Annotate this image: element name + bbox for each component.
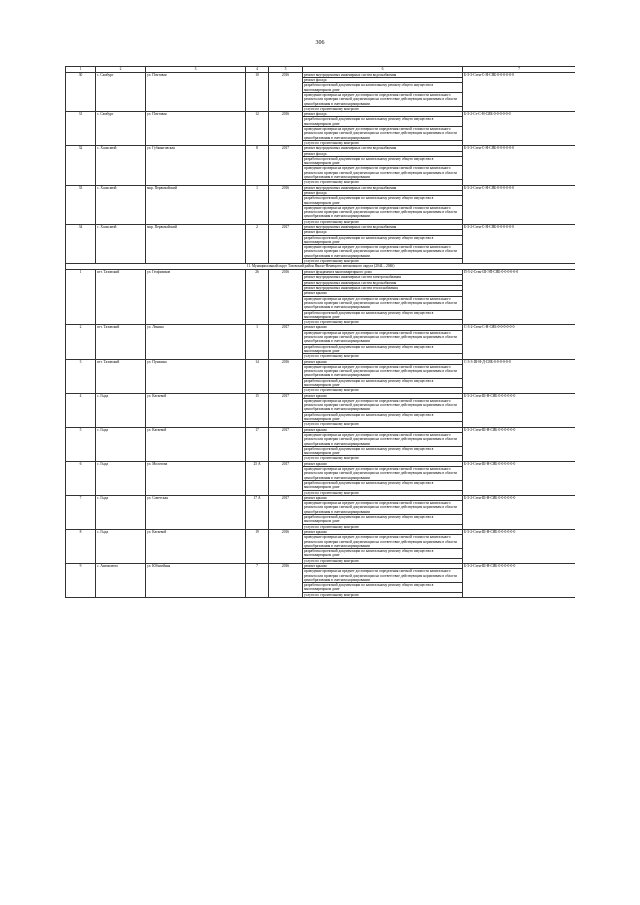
row-code: С-3-3-Ш-Н-Д-СЯБ-0-0-0-0-0-0 [463, 359, 576, 393]
row-street: ул. Геофизиков [146, 270, 246, 325]
row-work-item: услуги по строительному контролю [303, 592, 463, 597]
row-work-item: разработка проектной документации по капитальному ремонту общего имущества в многоквартирном доме [303, 378, 463, 388]
row-locality: с. Антипаюта [96, 563, 146, 597]
row-code: Б-3-2-Стен-Ш-Н-СЯБ-0-0-0-0-0-0 [463, 427, 576, 461]
row-work-item: ремонт крыши [303, 291, 463, 296]
row-year: 2016 [269, 112, 303, 146]
repair-program-table-container [65, 66, 575, 821]
row-work-item: проведение проверки на предмет достоверности определения сметной стоимости капитального ремонта или проверки сметной документации на соответствие действующим нормативам в области ценообразования в сметном нормировании [303, 296, 463, 310]
row-number: 4 [66, 393, 96, 427]
table-row [66, 359, 576, 364]
row-work-item: услуги по строительному контролю [303, 320, 463, 325]
row-work-item: проведение проверки на предмет достоверности определения сметной стоимости капитального ремонта или проверки сметной документации на соответствие действующим нормативам в области ценообразования в сметном нормировании [303, 205, 463, 219]
row-code: Б-3-3-Стен-С-Н-СЯБ-0-0-0-0-0-0 [463, 72, 576, 111]
row-work-item: разработка проектной документации по капитальному ремонту общего имущества в многоквартирном доме [303, 196, 463, 206]
table-row [66, 495, 576, 500]
row-work-item: ремонт крыши [303, 461, 463, 466]
row-work-item: ремонт фасада [303, 190, 463, 195]
col-num-2: 2 [96, 67, 146, 73]
row-house: 12 [246, 112, 269, 146]
row-number: 30 [66, 72, 96, 111]
col-num-5: 5 [269, 67, 303, 73]
row-number: 6 [66, 461, 96, 495]
table-row [66, 427, 576, 432]
row-house: 17 [246, 427, 269, 461]
row-work-item: разработка проектной документации по капитальному ремонту общего имущества в многоквартирном доме [303, 117, 463, 127]
col-num-4: 4 [246, 67, 269, 73]
row-year: 2017 [269, 495, 303, 529]
row-street: ул. Юбилейная [146, 563, 246, 597]
col-num-1: 1 [66, 67, 96, 73]
row-code: Б-3-2-Стен-Ш-Н-СЯБ-0-0-0-0-0-0 [463, 393, 576, 427]
row-work-item: услуги по строительному контролю [303, 180, 463, 185]
row-house: 7 [246, 563, 269, 597]
row-work-item: услуги по строительному контролю [303, 219, 463, 224]
row-code: Б-3-3-Стен-С-Н-СЯБ-0-0-0-0-0-0 [463, 146, 576, 185]
row-work-item: услуги по строительному контролю [303, 106, 463, 111]
row-street: ул. Пушкина [146, 359, 246, 393]
row-work-item: разработка проектной документации по капитальному ремонту общего имущества в многоквартирном доме [303, 446, 463, 456]
row-code: Б-3-2-Стен-С-Н-СЯБ-0-0-0-0-0-0 [463, 185, 576, 224]
row-house: 19 [246, 529, 269, 563]
row-house: 1 [246, 185, 269, 224]
row-number: 8 [66, 529, 96, 563]
table-row [66, 461, 576, 466]
row-work-item: проведение проверки на предмет достоверности определения сметной стоимости капитального ремонта или проверки сметной документации на соответствие действующим нормативам в области ценообразования в сметном нормировании [303, 166, 463, 180]
row-year: 2017 [269, 427, 303, 461]
row-year: 2016 [269, 529, 303, 563]
row-street: ул. Почтовая [146, 112, 246, 146]
row-work-item: ремонт крыши [303, 427, 463, 432]
row-work-item: ремонт крыши [303, 495, 463, 500]
row-work-item: проведение проверки на предмет достоверности определения сметной стоимости капитального ремонта или проверки сметной документации на соответствие действующим нормативам в области ценообразования в сметном нормировании [303, 330, 463, 344]
table-row [66, 270, 576, 275]
row-year: 2016 [269, 185, 303, 224]
row-locality: с. Гыда [96, 529, 146, 563]
row-work-item: ремонт крыши [303, 529, 463, 534]
row-locality: с. Халясавэй [96, 225, 146, 264]
row-year: 2017 [269, 461, 303, 495]
row-work-item: ремонт фундамента многоквартирного дома [303, 270, 463, 275]
row-street: ул. Катаевой [146, 393, 246, 427]
row-work-item: ремонт внутридомовых инженерных систем водоснабжения [303, 225, 463, 230]
row-house: 17 А [246, 495, 269, 529]
row-number: 33 [66, 185, 96, 224]
row-number: 3 [66, 359, 96, 393]
row-street: ул. Молотова [146, 461, 246, 495]
row-work-item: ремонт фасада [303, 151, 463, 156]
row-house: 26 [246, 270, 269, 325]
row-work-item: услуги по строительному контролю [303, 456, 463, 461]
row-work-item: услуги по строительному контролю [303, 140, 463, 145]
row-work-item: ремонт фасада [303, 78, 463, 83]
row-work-item: проведение проверки на предмет достоверности определения сметной стоимости капитального ремонта или проверки сметной документации на соответствие действующим нормативам в области ценообразования в сметном нормировании [303, 467, 463, 481]
row-work-item: ремонт внутридомовых инженерных систем водоснабжения [303, 146, 463, 151]
row-house: 2 [246, 225, 269, 264]
row-work-item: разработка проектной документации по капитальному ремонту общего имущества в многоквартирном доме [303, 549, 463, 559]
row-year: 2017 [269, 225, 303, 264]
row-street: мкр. Первомайский [146, 185, 246, 224]
row-year: 2017 [269, 325, 303, 359]
row-year: 2016 [269, 359, 303, 393]
row-code: С-3-2-Стен-С-Н-СЯБ-0-0-0-0-0-0 [463, 325, 576, 359]
row-street: мкр. Первомайский [146, 225, 246, 264]
row-locality: с. Халясавэй [96, 146, 146, 185]
row-number: 1 [66, 270, 96, 325]
row-street: ул. Губкинговская [146, 146, 246, 185]
row-house: 25 А [246, 461, 269, 495]
page-number: 306 [315, 40, 325, 46]
row-code: П-3-2-Стен-Ш-ЭП-СЯБ-0-0-0-0-0-0 [463, 270, 576, 325]
row-code: Б-3-2-Стен-Ш-Н-СЯБ-0-0-0-0-0-0 [463, 529, 576, 563]
row-code: Б-3-2-Ст-С-Н-СЯБ-0-0-0-0-0-0 [463, 112, 576, 146]
row-work-item: ремонт внутридомовых инженерных систем водоснабжения [303, 280, 463, 285]
row-number: 32 [66, 146, 96, 185]
table-row [66, 325, 576, 330]
row-number: 9 [66, 563, 96, 597]
row-work-item: разработка проектной документации по капитальному ремонту общего имущества в многоквартирном доме [303, 344, 463, 354]
row-number: 5 [66, 427, 96, 461]
row-work-item: проведение проверки на предмет достоверности определения сметной стоимости капитального ремонта или проверки сметной документации на соответствие действующим нормативам в области ценообразования в сметном нормировании [303, 127, 463, 141]
row-work-item: услуги по строительному контролю [303, 259, 463, 264]
row-year: 2016 [269, 72, 303, 111]
row-street: ул. Почтовая [146, 72, 246, 111]
table-row [66, 393, 576, 398]
row-work-item: услуги по строительному контролю [303, 388, 463, 393]
row-work-item: ремонт фасада [303, 230, 463, 235]
row-work-item: услуги по строительному контролю [303, 490, 463, 495]
row-locality: с. Самбург [96, 72, 146, 111]
row-work-item: услуги по строительному контролю [303, 524, 463, 529]
row-work-item: разработка проектной документации по капитальному ремонту общего имущества в многоквартирном доме [303, 310, 463, 320]
row-house: 1 [246, 325, 269, 359]
row-locality: с. Гыда [96, 427, 146, 461]
row-work-item: ремонт внутридомовых инженерных систем водоснабжения [303, 185, 463, 190]
row-house: 10 [246, 72, 269, 111]
row-work-item: ремонт крыши [303, 325, 463, 330]
row-number: 7 [66, 495, 96, 529]
row-street: ул. Катаевой [146, 529, 246, 563]
table-row [66, 563, 576, 568]
row-work-item: ремонт крыши [303, 393, 463, 398]
row-work-item: ремонт крыши [303, 563, 463, 568]
row-street: ул. Ленина [146, 325, 246, 359]
row-locality: пгт. Тазовский [96, 359, 146, 393]
row-work-item: ремонт фасада [303, 112, 463, 117]
section-title: 11. Муниципальный округ Тазовский район Ямало-Ненецкого автономного округа (2044 – 2046) [66, 264, 576, 270]
row-number: 2 [66, 325, 96, 359]
row-locality: с. Самбург [96, 112, 146, 146]
row-code: Б-3-2-Стен-Ш-Н-СЯБ-0-0-0-0-0-0 [463, 461, 576, 495]
row-work-item: разработка проектной документации по капитальному ремонту общего имущества в многоквартирном доме [303, 412, 463, 422]
row-work-item: ремонт внутридомовых инженерных систем водоснабжения [303, 72, 463, 77]
row-work-item: разработка проектной документации по капитальному ремонту общего имущества в многоквартирном доме [303, 583, 463, 593]
row-locality: с. Гыда [96, 393, 146, 427]
row-work-item: проведение проверки на предмет достоверности определения сметной стоимости капитального ремонта или проверки сметной документации на соответствие действующим нормативам в области ценообразования в сметном нормировании [303, 398, 463, 412]
row-year: 2017 [269, 146, 303, 185]
repair-program-table [65, 66, 575, 598]
row-work-item: проведение проверки на предмет достоверности определения сметной стоимости капитального ремонта или проверки сметной документации на соответствие действующим нормативам в области ценообразования в сметном нормировании [303, 501, 463, 515]
row-locality: с. Халясавэй [96, 185, 146, 224]
row-work-item: услуги по строительному контролю [303, 354, 463, 359]
table-row [66, 112, 576, 117]
row-work-item: проведение проверки на предмет достоверности определения сметной стоимости капитального ремонта или проверки сметной документации на соответствие действующим нормативам в области ценообразования в сметном нормировании [303, 535, 463, 549]
row-work-item: ремонт крыши [303, 359, 463, 364]
row-work-item: услуги по строительному контролю [303, 558, 463, 563]
table-row [66, 529, 576, 534]
row-house: 15 [246, 393, 269, 427]
row-work-item: проведение проверки на предмет достоверности определения сметной стоимости капитального ремонта или проверки сметной документации на соответствие действующим нормативам в области ценообразования в сметном нормировании [303, 569, 463, 583]
row-work-item: разработка проектной документации по капитальному ремонту общего имущества в многоквартирном доме [303, 480, 463, 490]
row-house: 14 [246, 359, 269, 393]
row-locality: пгт. Тазовский [96, 270, 146, 325]
col-num-7: 7 [463, 67, 576, 73]
table-row [66, 185, 576, 190]
table-row [66, 72, 576, 77]
row-code: Б-3-2-Стен-Ш-Н-СЯБ-0-0-0-0-0-0 [463, 563, 576, 597]
row-street: ул. Катаевой [146, 427, 246, 461]
row-locality: с. Гыда [96, 461, 146, 495]
col-num-6: 6 [303, 67, 463, 73]
table-row [66, 225, 576, 230]
row-street: ул. Советская [146, 495, 246, 529]
row-house: 8 [246, 146, 269, 185]
row-code: Б-3-2-Стен-Ш-Н-СЯБ-0-0-0-0-0-0 [463, 495, 576, 529]
row-work-item: проведение проверки на предмет достоверности определения сметной стоимости капитального ремонта или проверки сметной документации на соответствие действующим нормативам в области ценообразования в сметном нормировании [303, 245, 463, 259]
row-work-item: проведение проверки на предмет достоверности определения сметной стоимости капитального ремонта или проверки сметной документации на соответствие действующим нормативам в области ценообразования в сметном нормировании [303, 364, 463, 378]
row-work-item: разработка проектной документации по капитальному ремонту общего имущества в многоквартирном доме [303, 156, 463, 166]
row-year: 2016 [269, 270, 303, 325]
col-num-3: 3 [146, 67, 246, 73]
row-work-item: разработка проектной документации по капитальному ремонту общего имущества в многоквартирном доме [303, 515, 463, 525]
row-work-item: проведение проверки на предмет достоверности определения сметной стоимости капитального ремонта или проверки сметной документации на соответствие действующим нормативам в области ценообразования в сметном нормировании [303, 92, 463, 106]
row-locality: с. Гыда [96, 495, 146, 529]
row-work-item: проведение проверки на предмет достоверности определения сметной стоимости капитального ремонта или проверки сметной документации на соответствие действующим нормативам в области ценообразования в сметном нормировании [303, 432, 463, 446]
row-code: Б-3-2-Стен-С-Н-СЯБ-0-0-0-0-0-0 [463, 225, 576, 264]
row-number: 31 [66, 112, 96, 146]
row-year: 2017 [269, 393, 303, 427]
row-year: 2016 [269, 563, 303, 597]
row-work-item: ремонт внутридомовых инженерных систем теплоснабжения [303, 286, 463, 291]
row-locality: пгт. Тазовский [96, 325, 146, 359]
row-work-item: разработка проектной документации по капитальному ремонту общего имущества в многоквартирном доме [303, 235, 463, 245]
row-number: 34 [66, 225, 96, 264]
table-row [66, 146, 576, 151]
row-work-item: ремонт внутридомовых инженерных систем электроснабжения [303, 275, 463, 280]
row-work-item: разработка проектной документации на капитальному ремонту общего имущества в многоквартирном доме [303, 83, 463, 93]
row-work-item: услуги по строительному контролю [303, 422, 463, 427]
